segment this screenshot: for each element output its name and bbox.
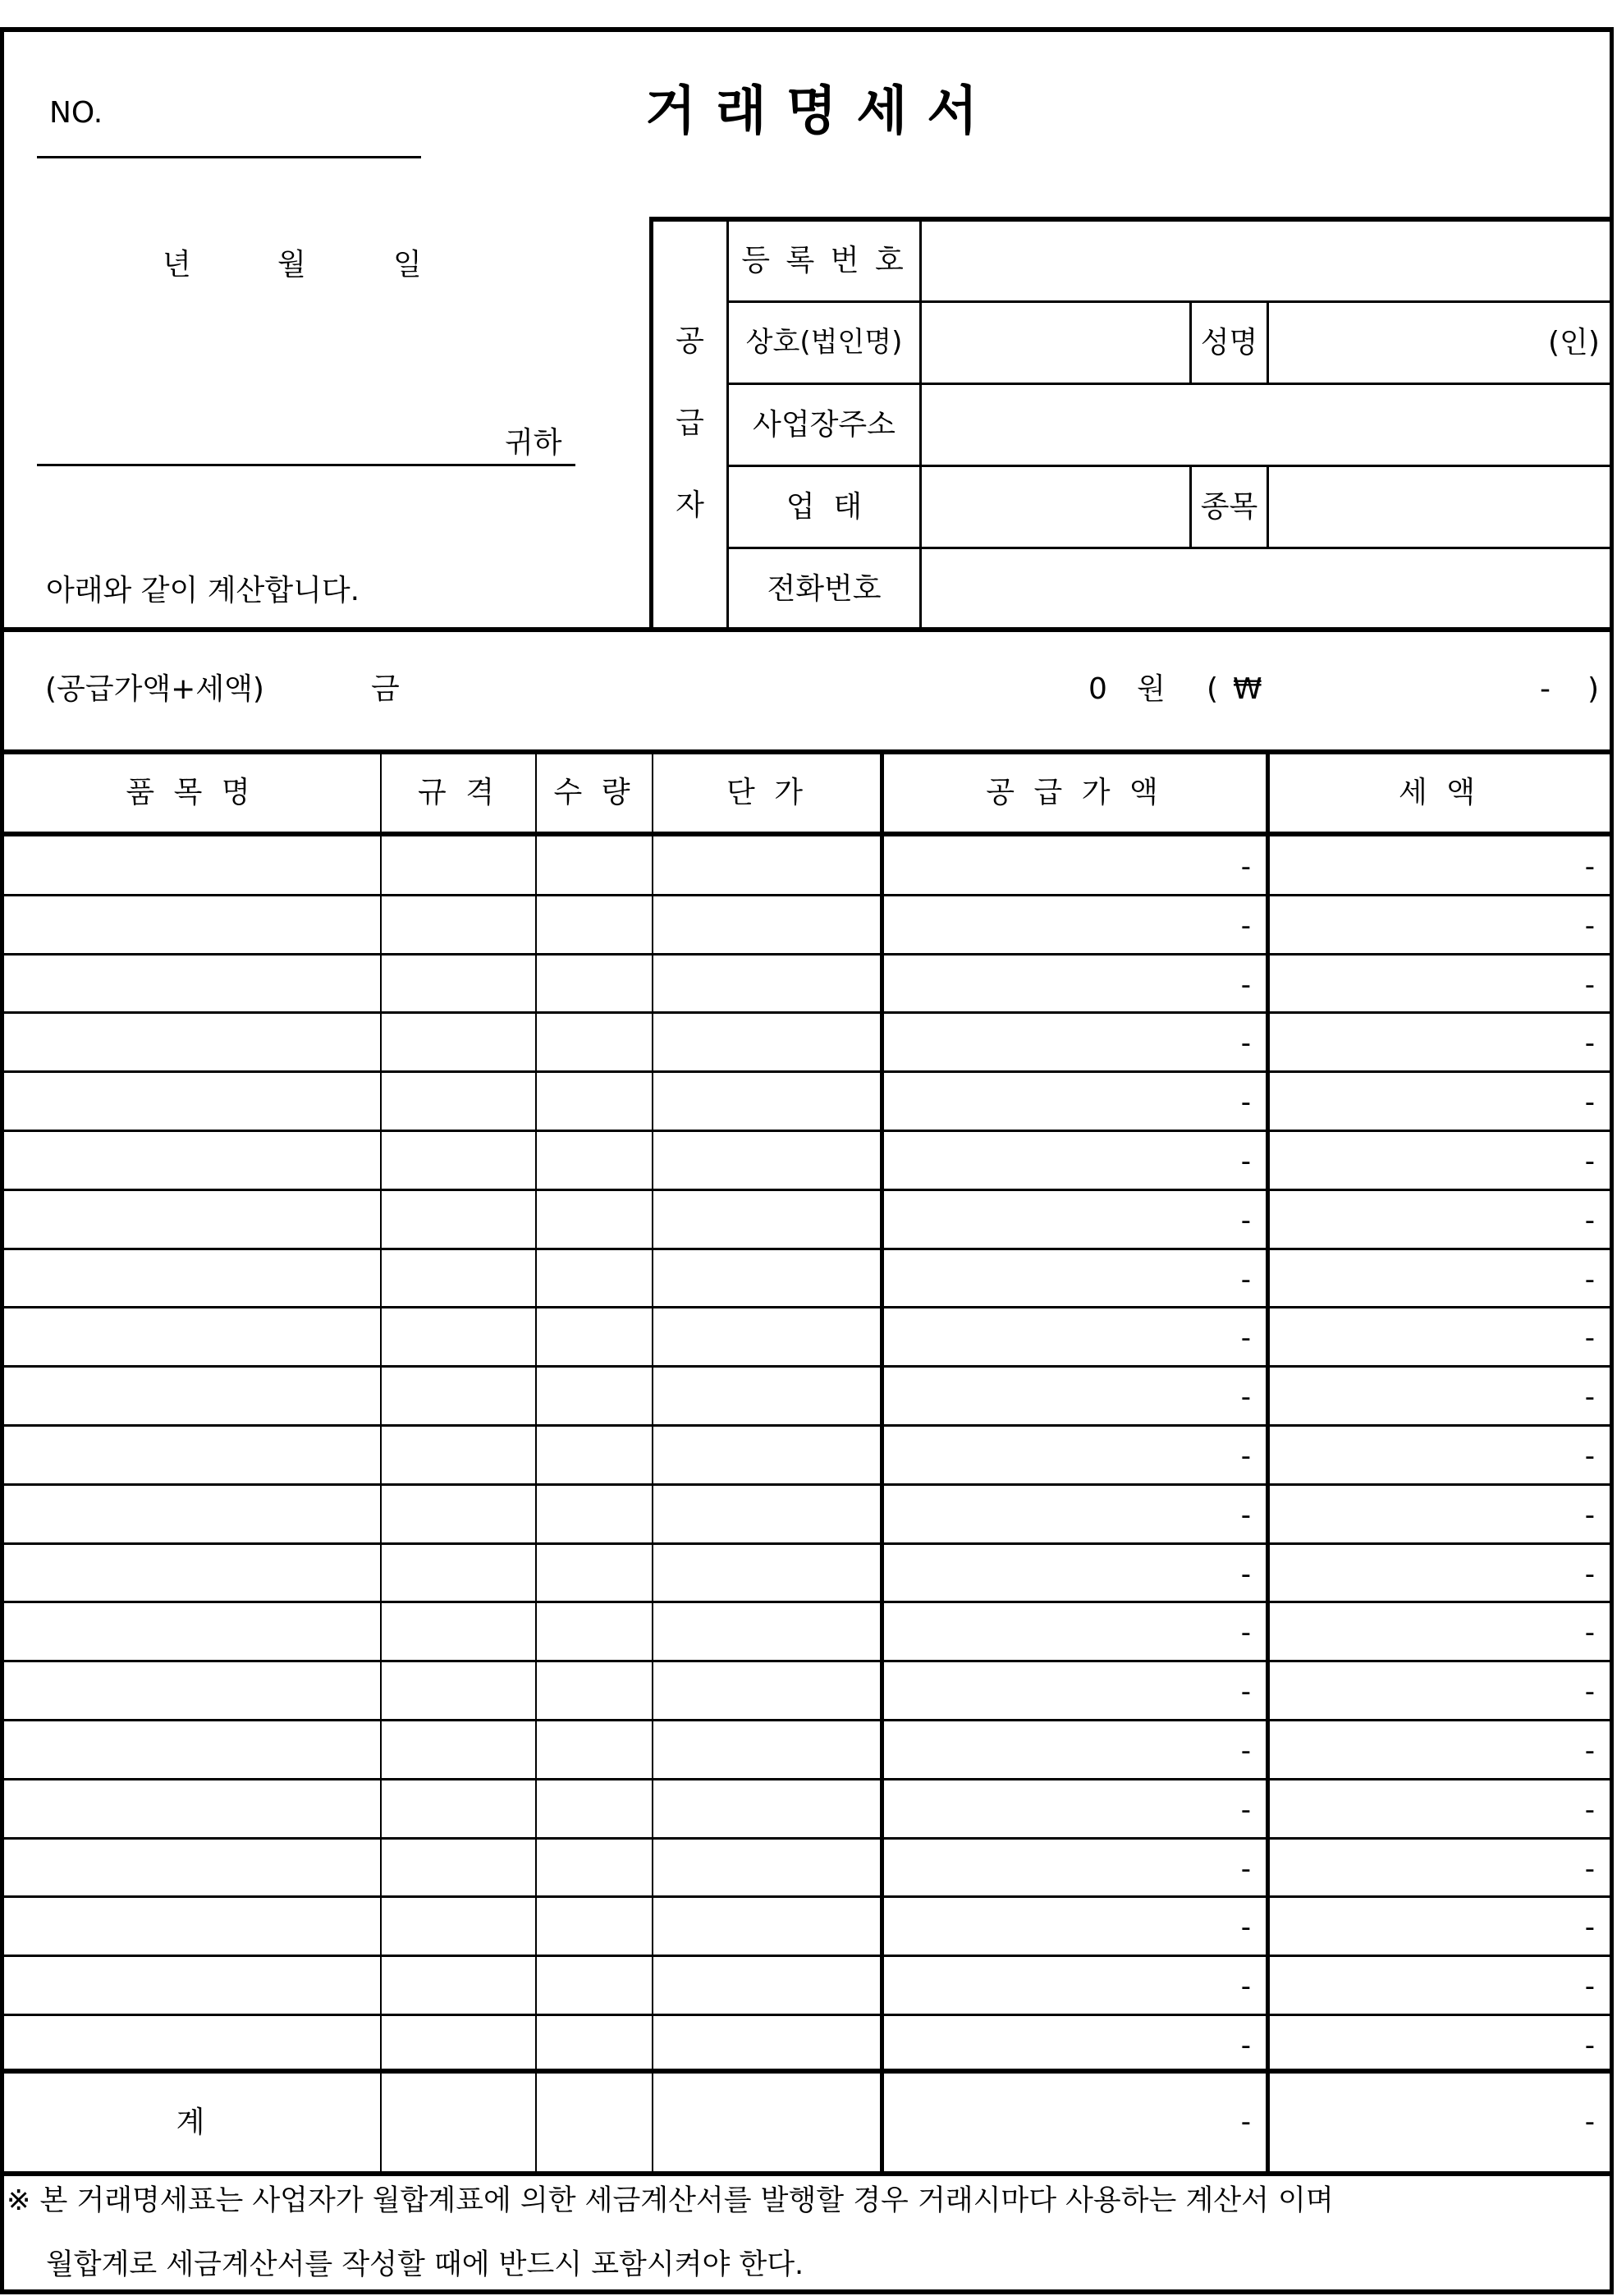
table-cell-unit-price[interactable] [656,1013,878,1070]
table-cell-item-name[interactable] [3,1426,378,1483]
table-cell-spec[interactable] [384,896,533,952]
table-cell-value: - [1240,1322,1251,1354]
table-cell-item-name[interactable] [3,1780,378,1836]
table-cell-value: - [1240,1735,1251,1767]
table-cell-value: - [1240,1499,1251,1532]
table-cell-value: - [1240,1086,1251,1119]
date-day-label: 일 [393,248,422,282]
column-header-quantity: 수 량 [553,776,635,809]
table-cell-item-name[interactable] [3,1544,378,1601]
table-cell-quantity[interactable] [539,896,649,952]
table-cell-spec[interactable] [384,1839,533,1895]
table-cell-value: - [1584,1794,1595,1826]
table-cell-item-name[interactable] [3,1485,378,1542]
table-cell-value: - [1240,1616,1251,1649]
table-cell-item-name[interactable] [3,1839,378,1895]
supplier-section-char: 자 [676,488,704,522]
table-cell-quantity[interactable] [539,1249,649,1306]
amount-numeric-value[interactable]: - [1540,672,1551,706]
amount-won-unit: 원 [1137,672,1166,706]
amount-open-paren: ( [1207,672,1219,706]
table-cell-spec[interactable] [384,1897,533,1954]
table-cell-item-name[interactable] [3,1721,378,1777]
table-cell-item-name[interactable] [3,1956,378,2013]
table-cell-quantity[interactable] [539,1956,649,2013]
table-cell-unit-price[interactable] [656,1367,878,1423]
no-label: NO. [49,96,103,130]
company-name-field[interactable] [922,303,1189,383]
table-cell-unit-price[interactable] [656,955,878,1011]
recipient-field[interactable] [37,410,497,461]
table-cell-quantity[interactable] [539,1602,649,1659]
table-cell-quantity[interactable] [539,1721,649,1777]
table-cell-value: - [1240,1558,1251,1591]
table-cell-unit-price[interactable] [656,896,878,952]
table-cell-spec[interactable] [384,1956,533,2013]
table-cell-quantity[interactable] [539,1544,649,1601]
table-cell-unit-price[interactable] [656,1661,878,1718]
table-cell-spec[interactable] [384,1013,533,1070]
table-cell-value: - [1240,1440,1251,1473]
frame-bottom-border [0,2289,1614,2294]
table-cell-quantity[interactable] [539,1485,649,1542]
table-cell-item-name[interactable] [3,1661,378,1718]
table-cell-item-name[interactable] [3,2015,378,2072]
table-cell-unit-price[interactable] [656,1072,878,1129]
column-header-tax-amount: 세 액 [1399,776,1480,809]
registration-no-label: 등 록 번 호 [741,244,907,277]
table-cell-quantity[interactable] [539,1839,649,1895]
table-cell-unit-price[interactable] [656,836,878,893]
table-cell-value: - [1584,1853,1595,1886]
table-cell-item-name[interactable] [3,1897,378,1954]
table-cell-item-name[interactable] [3,1072,378,1129]
column-header-item-name: 품 목 명 [126,776,255,809]
table-cell-unit-price[interactable] [656,1308,878,1364]
recipient-underline [37,464,575,466]
document-number-field[interactable] [107,90,419,153]
total-row-top-border [0,2069,1614,2074]
total-label: 계 [176,2106,205,2139]
document-number-underline [37,156,421,158]
date-month-label: 월 [277,248,306,282]
table-cell-spec[interactable] [384,2015,533,2072]
footer-note-line2: 월합계로 세금계산서를 작성할 때에 반드시 포함시켜야 한다. [46,2248,804,2281]
table-cell-unit-price[interactable] [656,1721,878,1777]
table-cell-value: - [1240,910,1251,942]
table-cell-quantity[interactable] [539,2015,649,2072]
table-cell-item-name[interactable] [3,1367,378,1423]
date-year-label: 년 [163,248,191,282]
page-title: 거래명세서 [645,81,998,142]
table-cell-value: - [1240,1675,1251,1708]
currency-symbol: ₩ [1233,672,1262,706]
table-cell-spec[interactable] [384,1721,533,1777]
amount-top-border [0,627,1614,632]
table-cell-unit-price[interactable] [656,1485,878,1542]
amount-label: (공급가액+세액) [45,672,264,706]
table-cell-quantity[interactable] [539,1190,649,1247]
table-cell-value: - [1584,1204,1595,1237]
table-cell-unit-price[interactable] [656,1602,878,1659]
table-cell-spec[interactable] [384,1602,533,1659]
table-cell-unit-price[interactable] [656,1897,878,1954]
business-item-field[interactable] [1269,467,1610,547]
table-cell-item-name[interactable] [3,1131,378,1188]
table-cell-value: - [1240,1204,1251,1237]
table-cell-item-name[interactable] [3,1249,378,1306]
table-cell-quantity[interactable] [539,1661,649,1718]
table-cell-spec[interactable] [384,1072,533,1129]
table-cell-unit-price[interactable] [656,1190,878,1247]
table-cell-unit-price[interactable] [656,1839,878,1895]
date-year-field[interactable] [49,246,160,287]
table-cell-value: - [1584,1735,1595,1767]
table-cell-unit-price[interactable] [656,1426,878,1483]
table-cell-spec[interactable] [384,1131,533,1188]
column-header-spec: 규 격 [418,776,499,809]
table-cell-value: - [1240,1970,1251,2003]
seal-label: (인) [1548,326,1600,360]
column-header-unit-price: 단 가 [726,776,808,809]
table-cell-value: - [1240,1381,1251,1414]
address-field[interactable] [922,385,1610,465]
table-cell-quantity[interactable] [539,836,649,893]
table-cell-unit-price[interactable] [656,2015,878,2072]
table-cell-value: - [1584,1911,1595,1944]
table-cell-value: - [1584,1322,1595,1354]
date-day-field[interactable] [314,246,394,287]
table-cell-quantity[interactable] [539,1426,649,1483]
table-cell-quantity[interactable] [539,1308,649,1364]
phone-label: 전화번호 [767,572,882,606]
table-cell-quantity[interactable] [539,1897,649,1954]
rep-name-field[interactable] [1269,303,1548,383]
table-cell-spec[interactable] [384,1308,533,1364]
table-cell-value: - [1240,1794,1251,1826]
recipient-suffix: 귀하 [505,426,562,460]
table-cell-spec[interactable] [384,1544,533,1601]
table-cell-spec[interactable] [384,955,533,1011]
table-cell-value: - [1240,969,1251,1001]
table-cell-value: - [1240,2029,1251,2062]
table-cell-item-name[interactable] [3,1602,378,1659]
supplier-section-char: 공 [676,324,704,358]
frame-top-border [0,27,1614,32]
table-cell-value: - [1584,850,1595,883]
table-cell-value: - [1584,1027,1595,1060]
column-header-supply-amount: 공 급 가 액 [986,776,1163,809]
business-type-field[interactable] [922,467,1189,547]
table-cell-value: - [1240,1263,1251,1296]
table-cell-item-name[interactable] [3,1308,378,1364]
table-cell-quantity[interactable] [539,1013,649,1070]
address-label: 사업장주소 [753,408,896,442]
table-cell-spec[interactable] [384,1249,533,1306]
table-cell-value: - [1584,910,1595,942]
table-cell-value: - [1584,1970,1595,2003]
table-cell-value: - [1240,1145,1251,1178]
table-cell-value: - [1584,1145,1595,1178]
total-supply-value: - [1240,2106,1251,2138]
table-cell-quantity[interactable] [539,1367,649,1423]
table-cell-item-name[interactable] [3,955,378,1011]
table-cell-quantity[interactable] [539,955,649,1011]
total-tax-value: - [1584,2106,1595,2138]
table-cell-item-name[interactable] [3,1013,378,1070]
table-cell-spec[interactable] [384,1780,533,1836]
table-cell-spec[interactable] [384,1190,533,1247]
table-cell-value: - [1240,1027,1251,1060]
table-cell-value: - [1584,1675,1595,1708]
table-cell-value: - [1584,1558,1595,1591]
table-cell-unit-price[interactable] [656,1131,878,1188]
table-cell-value: - [1584,1086,1595,1119]
column-divider [535,752,537,2171]
table-cell-value: - [1584,1381,1595,1414]
amount-close-paren: ) [1587,672,1600,706]
registration-no-field[interactable] [922,222,1610,300]
footer-top-border [0,2171,1614,2176]
column-divider [380,752,382,2171]
table-cell-value: - [1240,1911,1251,1944]
business-item-label: 종목 [1200,490,1258,524]
table-cell-value: - [1584,1263,1595,1296]
amount-korean-value[interactable]: 0 [1088,672,1107,706]
table-cell-unit-price[interactable] [656,1249,878,1306]
table-cell-unit-price[interactable] [656,1544,878,1601]
table-cell-value: - [1584,1499,1595,1532]
table-cell-item-name[interactable] [3,836,378,893]
intro-text: 아래와 같이 계산합니다. [46,574,360,607]
table-cell-spec[interactable] [384,1367,533,1423]
table-cell-value: - [1584,1616,1595,1649]
company-name-label: 상호(법인명) [745,326,903,359]
column-divider [652,752,653,2171]
table-top-border [0,749,1614,754]
table-cell-spec[interactable] [384,1485,533,1542]
table-cell-quantity[interactable] [539,1780,649,1836]
table-cell-value: - [1584,2029,1595,2062]
table-cell-unit-price[interactable] [656,1956,878,2013]
table-cell-quantity[interactable] [539,1131,649,1188]
table-cell-value: - [1584,1440,1595,1473]
date-month-field[interactable] [197,246,277,287]
table-cell-item-name[interactable] [3,896,378,952]
rep-name-label: 성명 [1200,326,1258,360]
table-cell-spec[interactable] [384,1426,533,1483]
table-cell-value: - [1240,1853,1251,1886]
phone-field[interactable] [922,549,1610,628]
supplier-section-char: 급 [676,406,704,440]
table-cell-item-name[interactable] [3,1190,378,1247]
table-cell-value: - [1240,850,1251,883]
table-cell-value: - [1584,969,1595,1001]
table-cell-spec[interactable] [384,1661,533,1718]
footer-note-line1: ※ 본 거래명세표는 사업자가 월합계표에 의한 세금계산서를 발행할 경우 거래시마다 사용하는 계산서 이며 [7,2184,1334,2217]
table-cell-spec[interactable] [384,836,533,893]
amount-gold-label: 금 [371,672,400,706]
business-type-label: 업 태 [786,490,863,524]
table-cell-quantity[interactable] [539,1072,649,1129]
table-cell-unit-price[interactable] [656,1780,878,1836]
